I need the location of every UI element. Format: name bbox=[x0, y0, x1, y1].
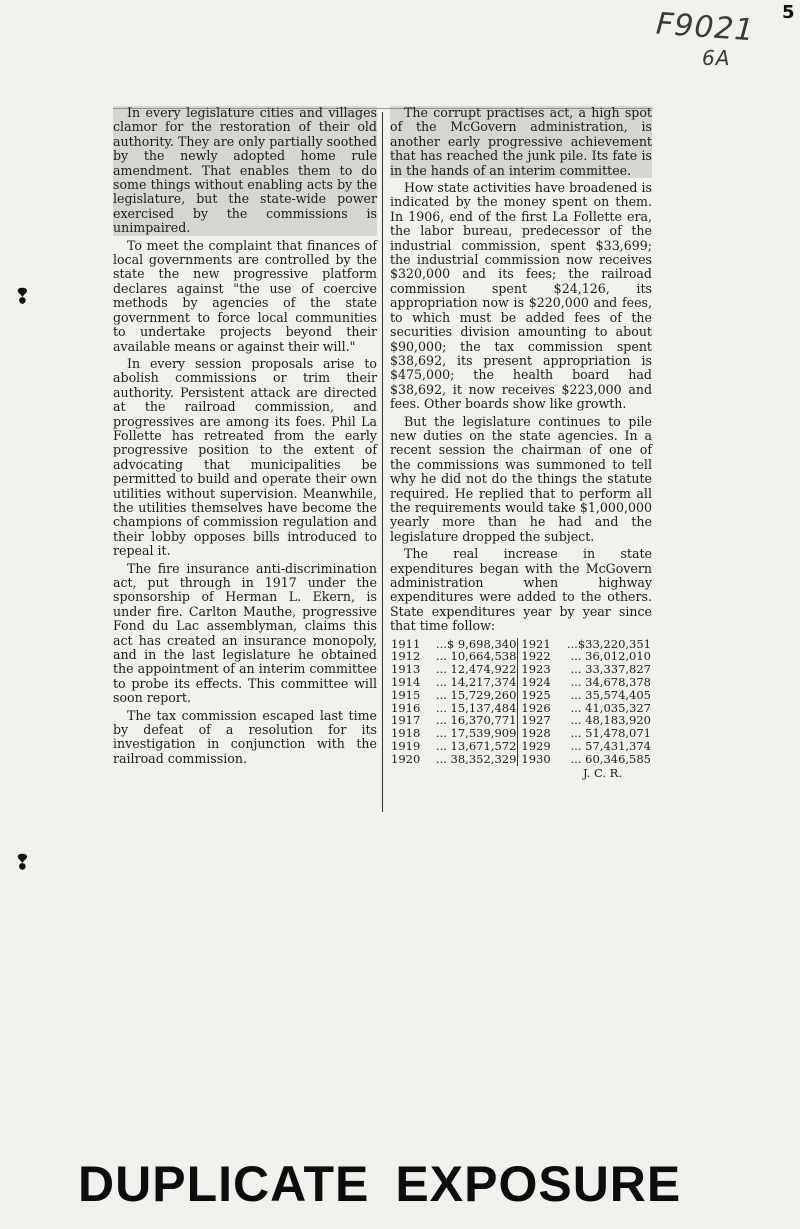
expenditure-amount-a: ... 10,664,538 bbox=[435, 649, 517, 664]
expenditure-year-b: 1923 bbox=[518, 663, 552, 676]
expenditures-table bbox=[390, 638, 652, 766]
left-paragraph-2: To meet the complaint that finances of local governments are controlled by the state the new progressive platform declares against "the use of coercive methods by agencies of the state government to force local communities to undertake projects beyond their available means or against their will." bbox=[113, 237, 377, 354]
left-paragraph-5: The tax commission escaped last time by defeat of a resolution for its investigation in conjunction with the railroad commission. bbox=[113, 707, 377, 766]
right-paragraph-4: The real increase in state expenditures began with the McGovern administration when highway expenditures were added to the others. State expenditures year by year since that time follow: bbox=[390, 546, 652, 634]
expenditure-amount-a: ... 38,352,329 bbox=[435, 751, 517, 766]
left-paragraph-3: In every session proposals arise to abolish commissions or trim their authority. Persistent attack are directed at the railroad commission, and progressives are among its foes. Phil La Follette has retreated from the early progressive position to the extent of advocating that municipalities be permitted to build and operate their own utilities without supervision. Meanwhile, the utilities themselves have become the champions of commission regulation and their lobby opposes bills introduced to repeal it. bbox=[113, 355, 377, 559]
expenditure-amount-a: ... 17,539,909 bbox=[435, 726, 517, 741]
expenditure-amount-a: ... 15,137,484 bbox=[435, 700, 517, 715]
expenditure-amount-a: ... 14,217,374 bbox=[435, 675, 517, 690]
expenditure-amount-a: ... 15,729,260 bbox=[435, 687, 517, 702]
expenditure-year-b: 1924 bbox=[518, 676, 552, 689]
duplicate-exposure-stamp bbox=[78, 1152, 718, 1216]
expenditure-year-a: 1914 bbox=[391, 675, 421, 690]
right-paragraph-2: How state activities have broadened is indicated by the money spent on them. In 1906, end of the first La Follette era, the labor bureau, predecessor of the industrial commission, spent $33,699; the industrial commission now receives $320,000 and its fees; the railroad commission spent $24,126, its appropriation now is $220,000 and fees, to which must be added fees of the securities division amounting to about $90,000; the tax commission spent $38,692, its present appropriation is $475,000; the health board had $38,692, it now receives $223,000 and fees. Other boards show like growth. bbox=[390, 180, 652, 412]
expenditure-row bbox=[390, 689, 652, 702]
expenditure-year-a: 1920 bbox=[391, 751, 421, 766]
expenditure-amount-b: ... 36,012,010 bbox=[570, 649, 651, 664]
handwritten-reference: F9021 bbox=[654, 6, 756, 49]
expenditure-amount-b: ... 35,574,405 bbox=[570, 687, 651, 702]
expenditure-amount-b: ... 34,678,378 bbox=[570, 675, 651, 690]
expenditure-year-b: 1925 bbox=[518, 689, 552, 702]
right-paragraph-3: But the legislature continues to pile new duties on the state agencies. In a recent session the chairman of one of the commissions was summoned to tell why he did not do the things the statute required. He replied that to perform all the requirements would take $1,000,000 yearly more than he had and the legislature dropped the subject. bbox=[390, 413, 652, 544]
column-divider bbox=[382, 112, 383, 812]
expenditure-year-a: 1912 bbox=[391, 649, 421, 664]
expenditure-row bbox=[390, 753, 652, 766]
expenditure-year-b: 1926 bbox=[518, 702, 552, 715]
right-paragraph-1: The corrupt practises act, a high spot of the McGovern administration, is another early progressive achievement that has reached the junk pile. Its fate is in the hands of an interim committee. bbox=[390, 105, 652, 178]
stamp-word-duplicate: DUPLICATE bbox=[78, 1156, 370, 1212]
expenditure-year-a: 1915 bbox=[391, 687, 421, 702]
expenditure-amount-b: ... 33,337,827 bbox=[570, 662, 651, 677]
expenditure-amount-a: ... 16,370,771 bbox=[435, 713, 517, 728]
handwritten-subreference: 6A bbox=[702, 46, 731, 70]
expenditure-year-a: 1917 bbox=[391, 713, 421, 728]
binding-hole-mark-top: ❢ bbox=[14, 284, 31, 308]
left-paragraph-1: In every legislature cities and villages clamor for the restoration of their old authority. They are only partially soothed by the newly adopted home rule amendment. That enables them to do some things without enabling acts by the legislature, but the state-wide power exercised by the commissions is unimpaired. bbox=[113, 105, 377, 236]
expenditure-year-a: 1919 bbox=[391, 739, 421, 753]
page-number-mark: 5 bbox=[782, 2, 796, 23]
right-column bbox=[390, 106, 652, 783]
expenditure-amount-b: ... 48,183,920 bbox=[570, 713, 651, 728]
binding-hole-mark-bottom: ❢ bbox=[14, 850, 31, 874]
expenditure-year-b: 1929 bbox=[518, 740, 552, 753]
left-paragraph-4: The fire insurance anti-discrimination act, put through in 1917 under the sponsorship of Herman L. Ekern, is under fire. Carlton Mauthe, progressive Fond du Lac assemblyman, claims this act has created an insurance monopoly, and in the last legislature he obtained the appointment of an interim committee to probe its effects. This committee will soon report. bbox=[113, 560, 377, 706]
expenditure-year-a: 1918 bbox=[391, 726, 421, 741]
expenditure-year-b: 1922 bbox=[518, 650, 552, 663]
stamp-word-exposure: EXPOSURE bbox=[395, 1156, 682, 1212]
left-column bbox=[113, 106, 377, 769]
expenditure-year-b: 1927 bbox=[518, 714, 552, 727]
expenditure-amount-a: ...$ 9,698,340 bbox=[435, 636, 517, 651]
expenditure-row bbox=[390, 740, 652, 753]
expenditure-year-b: 1928 bbox=[518, 727, 552, 740]
expenditure-amount-b: ... 41,035,327 bbox=[570, 700, 651, 715]
expenditure-row bbox=[390, 676, 652, 689]
expenditure-year-b: 1930 bbox=[518, 753, 552, 766]
expenditure-amount-b: ... 60,346,585 bbox=[570, 751, 651, 766]
expenditure-amount-a: ... 12,474,922 bbox=[435, 662, 517, 677]
expenditure-year-a: 1916 bbox=[391, 700, 421, 715]
expenditure-year-a: 1913 bbox=[391, 662, 421, 677]
expenditure-year-a: 1911 bbox=[391, 636, 421, 651]
expenditure-amount-b: ... 51,478,071 bbox=[570, 726, 651, 741]
expenditure-amount-b: ...$33,220,351 bbox=[566, 636, 651, 651]
expenditure-year-b: 1921 bbox=[518, 638, 552, 651]
expenditure-amount-b: ... 57,431,374 bbox=[570, 739, 651, 753]
expenditure-amount-a: ... 13,671,572 bbox=[435, 739, 517, 753]
author-initials: J. C. R. bbox=[582, 765, 622, 780]
